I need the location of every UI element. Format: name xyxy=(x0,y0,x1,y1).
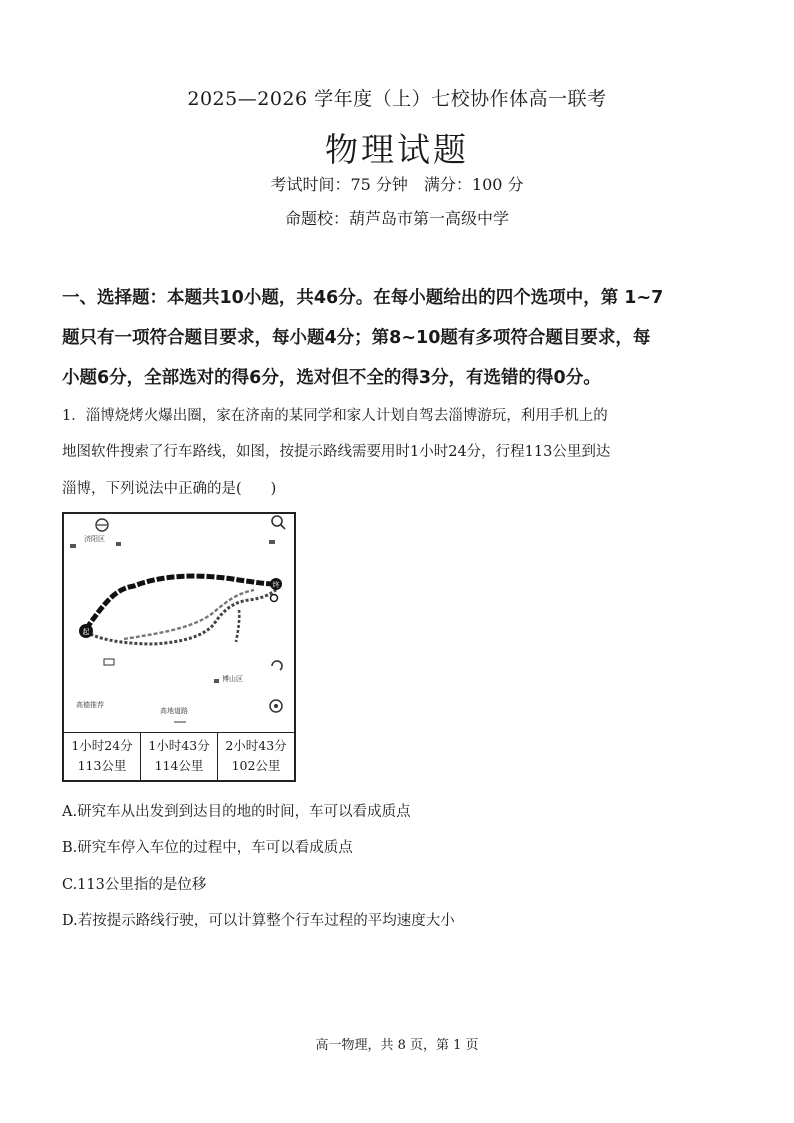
route-distance: 114公里 xyxy=(154,758,204,773)
recommended-route xyxy=(86,576,276,629)
route-option[interactable] xyxy=(64,733,141,781)
route-time: 1小时24分 xyxy=(71,738,133,753)
alternative-route xyxy=(86,590,276,644)
route-option[interactable] xyxy=(141,733,218,781)
exam-school: 命题校：葫芦岛市第一高级中学 xyxy=(284,209,509,228)
map-route-type-label[interactable]: 高地道路 xyxy=(160,707,188,715)
option-b: B.研究车停入车位的过程中，车可以看成质点 xyxy=(62,840,353,856)
alternative-route xyxy=(124,590,254,639)
refresh-icon xyxy=(272,661,282,670)
route-option[interactable] xyxy=(218,733,294,781)
route-distance: 113公里 xyxy=(77,758,127,773)
map-label-district: 博山区 xyxy=(222,675,243,683)
route-time: 1小时43分 xyxy=(148,738,210,753)
section-instruction-line: 一、选择题：本题共10小题，共46分。在每小题给出的四个选项中，第 1~7 xyxy=(62,288,664,308)
route-options-table xyxy=(64,732,294,781)
route-map-figure xyxy=(62,512,296,782)
option-d: D.若按提示路线行驶，可以计算整个行车过程的平均速度大小 xyxy=(62,913,455,929)
option-a: A.研究车从出发到到达目的地的时间，车可以看成质点 xyxy=(62,804,411,820)
question-stem-line: 地图软件搜索了行车路线，如图，按提示路线需要用时1小时24分，行程113公里到达 xyxy=(62,444,611,460)
section-instruction-line: 题只有一项符合题目要求，每小题4分；第8~10题有多项符合题目要求，每 xyxy=(62,328,651,348)
page-footer: 高一物理，共 8 页，第 1 页 xyxy=(315,1038,479,1053)
exam-title: 2025—2026 学年度（上）七校协作体高一联考 xyxy=(187,88,607,110)
exam-info: 考试时间：75 分钟 满分：100 分 xyxy=(270,175,524,194)
option-c: C.113公里指的是位移 xyxy=(62,877,207,893)
svg-text:终: 终 xyxy=(272,581,280,589)
question-stem-line: 淄博，下列说法中正确的是( ) xyxy=(62,481,277,497)
map-label-district: 济阳区 xyxy=(84,535,105,543)
section-instruction-line: 小题6分，全部选对的得6分，选对但不全的得3分，有选错的得0分。 xyxy=(62,368,601,388)
search-icon xyxy=(272,516,282,526)
route-time: 2小时43分 xyxy=(225,738,287,753)
map-recommend-label[interactable]: 高德推荐 xyxy=(76,701,104,709)
question-stem-line: 1．淄博烧烤火爆出圈，家在济南的某同学和家人计划自驾去淄博游玩，利用手机上的 xyxy=(62,408,608,424)
route-distance: 102公里 xyxy=(231,758,281,773)
subject-title: 物理试题 xyxy=(325,130,469,169)
svg-text:起: 起 xyxy=(82,628,90,636)
